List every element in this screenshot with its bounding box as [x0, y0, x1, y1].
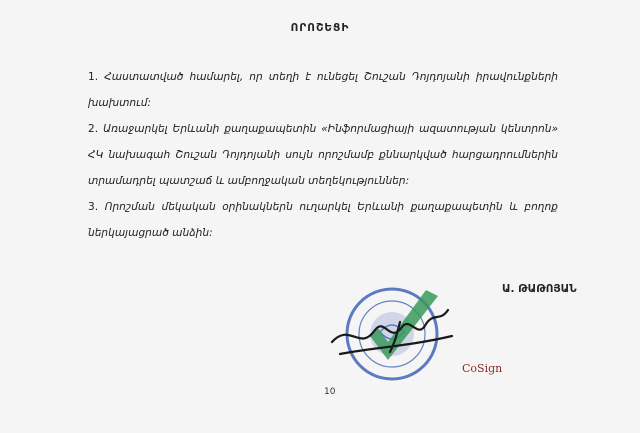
page-number: 10	[324, 387, 336, 397]
paragraph-text: Առաջարկել Երևանի քաղաքապետին «Ինֆորմացիայի ազատության կենտրոն» ՀԿ նախագահ Շուշան Դոյդոյանի սույն որոշմամբ քննարկված հարցադրումներին տրամադրել պատշաճ և ամբողջական տեղեկություններ:	[88, 123, 559, 187]
paragraph-3	[88, 194, 558, 246]
signer-name: Ա. ԹԱԹՈՅԱՆ	[502, 283, 577, 295]
cosign-logo: CoSign	[462, 362, 503, 375]
paragraph-1	[88, 64, 558, 116]
page-title: ՈՐՈՇԵՑԻ	[290, 22, 350, 34]
paragraph-2	[88, 116, 558, 194]
official-seal-icon	[330, 282, 460, 392]
paragraph-text: Որոշման մեկական օրինակներն ուղարկել Երևանի քաղաքապետին և բողոք ներկայացրած անձին:	[88, 201, 558, 239]
paragraph-text: Հաստատված համարել, որ տեղի է ունեցել Շուշան Դոյդոյանի իրավունքների խախտում:	[88, 71, 559, 109]
paragraph-number: 2.	[88, 123, 99, 135]
paragraph-number: 1.	[88, 71, 99, 83]
paragraph-number: 3.	[88, 201, 99, 213]
